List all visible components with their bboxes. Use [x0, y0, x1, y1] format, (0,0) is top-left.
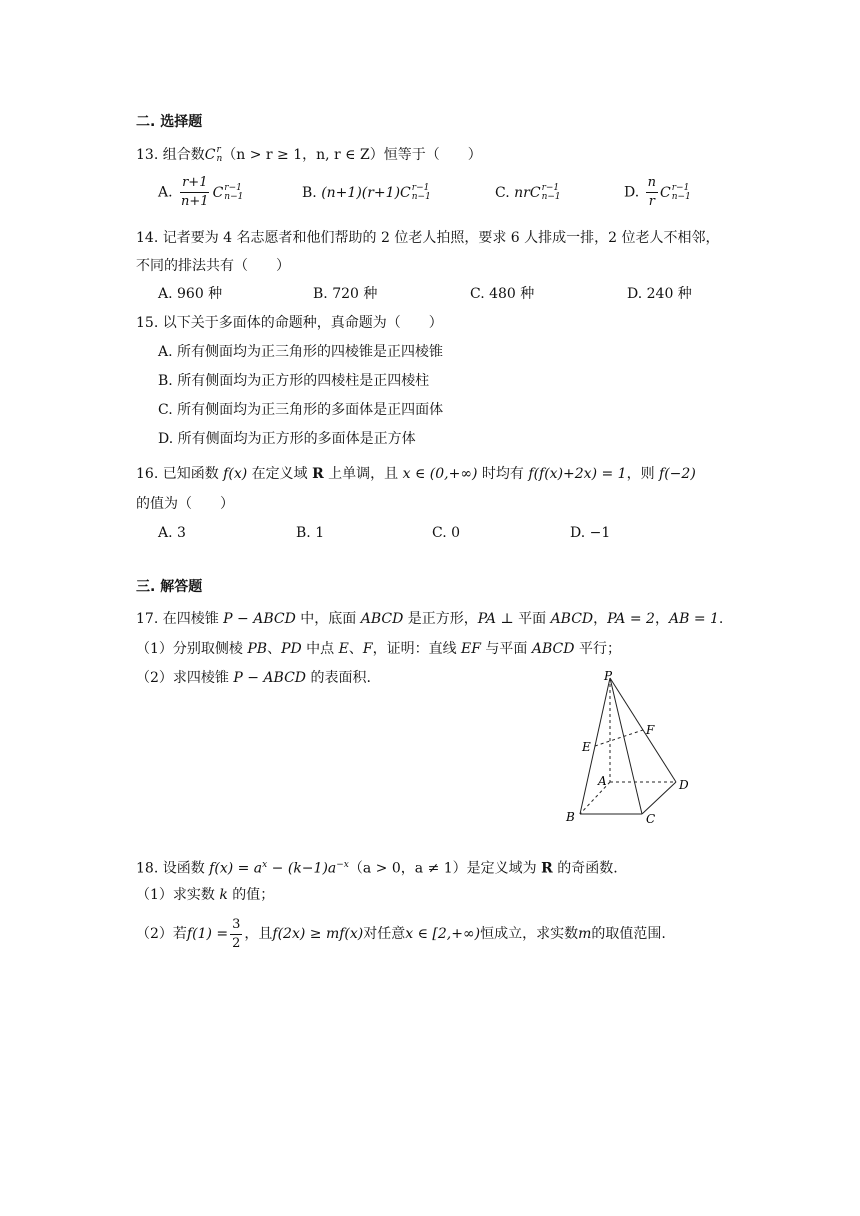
q13-option-c[interactable]: C. nr C r−1 n−1 — [495, 183, 561, 202]
label-b: B — [566, 810, 575, 824]
q13-option-b[interactable]: B. (n+1)(r+1) C r−1 n−1 — [302, 183, 431, 202]
q16-option-b[interactable]: B. 1 — [296, 525, 325, 541]
pyramid-figure — [560, 668, 700, 828]
q15-option-c[interactable]: C. 所有侧面均为正三角形的多面体是正四面体 — [158, 402, 444, 418]
label-p: P — [604, 669, 613, 683]
q14-option-d[interactable]: D. 240 种 — [627, 286, 692, 302]
label-d: D — [679, 778, 689, 792]
edge-pc — [610, 678, 642, 814]
q14-stem-line2: 不同的排法共有（ ） — [136, 258, 290, 274]
q17-stem: 17. 在四棱锥 P − ABCD 中，底面 ABCD 是正方形，PA ⊥ 平面 ABCD，PA = 2，AB = 1. — [136, 611, 724, 627]
q16-option-a[interactable]: A. 3 — [158, 525, 186, 541]
q13-stem: 13. 组合数 C r n （n > r ≥ 1，n, r ∈ Z）恒等于（ ） — [136, 145, 482, 164]
q14-stem-line1: 14. 记者要为 4 名志愿者和他们帮助的 2 位老人拍照，要求 6 人排成一排，2 位老人不相邻， — [136, 230, 720, 246]
q17-part1: （1）分别取侧棱 PB、PD 中点 E、F，证明：直线 EF 与平面 ABCD 平行； — [136, 641, 621, 657]
q18-part2: （2）若 f(1) = $\frac{3}{2}$ ，且 f(2x) ≥ mf(x) 对任意 x ∈ [2,+∞) 恒成立，求实数 m 的取值范围. — [136, 916, 666, 951]
q18-part1: （1）求实数 k 的值； — [136, 887, 275, 903]
q14-option-a[interactable]: A. 960 种 — [158, 286, 223, 302]
q15-option-d[interactable]: D. 所有侧面均为正方形的多面体是正方体 — [158, 431, 416, 447]
q13-option-d[interactable]: D. $\frac{n}{r}$ C r−1 n−1 — [624, 175, 691, 209]
edge-cd — [642, 782, 676, 814]
q15-stem: 15. 以下关于多面体的命题种，真命题为（ ） — [136, 315, 443, 331]
q16-option-d[interactable]: D. −1 — [570, 525, 611, 541]
label-f: F — [646, 723, 655, 737]
q16-option-c[interactable]: C. 0 — [432, 525, 461, 541]
label-e: E — [582, 740, 591, 754]
section-heading-choice: 二. 选择题 — [136, 114, 203, 130]
q15-option-a[interactable]: A. 所有侧面均为正三角形的四棱锥是正四棱锥 — [158, 344, 444, 360]
q15-option-b[interactable]: B. 所有侧面均为正方形的四棱柱是正四棱柱 — [158, 373, 430, 389]
label-a: A — [598, 774, 607, 788]
q13-option-a[interactable]: A. $\frac{r+1}{n+1}$ C r−1 n−1 — [158, 175, 244, 209]
q18-stem: 18. 设函数 $f(x) = a^x - (k-1)a^{-x}(a > 0$，a ≠ 1）是定义域为 R 的奇函数. — [136, 860, 618, 877]
section-heading-answer: 三. 解答题 — [136, 579, 203, 595]
q16-stem-line1: 16. 已知函数 f(x) 在定义域 R 上单调，且 x ∈ (0,+∞) 时均有 f(f(x)+2x) = 1，则 f(−2) — [136, 466, 696, 482]
q14-option-b[interactable]: B. 720 种 — [313, 286, 378, 302]
q16-stem-line2: 的值为（ ） — [136, 496, 234, 512]
q17-part2: （2）求四棱锥 P − ABCD 的表面积. — [136, 670, 371, 686]
segment-ef — [595, 730, 643, 746]
q14-option-c[interactable]: C. 480 种 — [470, 286, 535, 302]
label-c: C — [646, 812, 656, 826]
